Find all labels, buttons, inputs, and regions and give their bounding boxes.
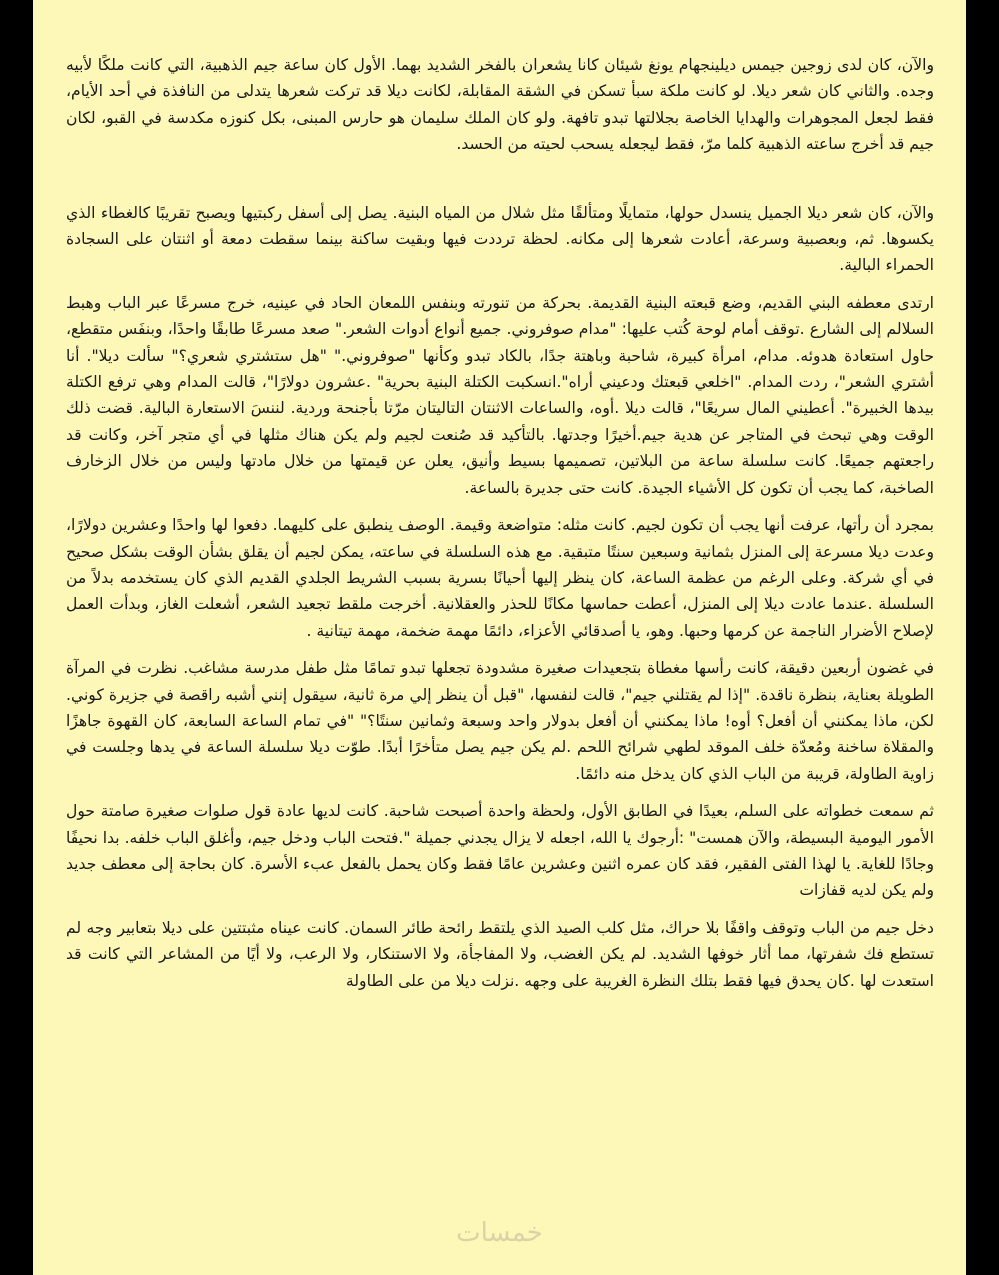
story-text: [66, 52, 934, 1005]
watermark-logo: خمسات: [456, 1218, 543, 1248]
paragraph-2: والآن، كان شعر ديلا الجميل ينسدل حولها، متمايلًا ومتألقًا مثل شلال من المياه البنية. يصل إلى أسفل ركبتيها ويصبح تقريبًا كالغطاء الذي يكسوها. ثم، وبعصبية وسرعة، أعادت شعرها إلى مكانه. لحظة ترددت فيها وبقيت ساكنة بينما سقطت دمعة أو اثنتان على السجادة الحمراء البالية.: [66, 203, 934, 275]
document-page: [33, 0, 966, 1275]
paragraph-4: بمجرد أن رأتها، عرفت أنها يجب أن تكون لجيم. كانت مثله: متواضعة وقيمة. الوصف ينطبق على كليهما. دفعوا لها واحدًا وعشرين دولارًا، وعدت ديلا مسرعة إلى المنزل بثمانية وسبعين سنتًا متبقية. مع هذه السلسلة في ساعته، يمكن لجيم أن يقلق بشأن الوقت بشكل صحيح في أي شركة. وعلى الرغم من عظمة الساعة، كان ينظر إليها أحيانًا بسرية بسبب الشريط الجلدي القديم الذي كان يستخدمه بدلاً من السلسلة .عندما عادت ديلا إلى المنزل، أعطت حماسها مكانًا للحذر والعقلانية. أخرجت ملقط تجعيد الشعر، أشعلت الغاز، وبدأت العمل لإصلاح الأضرار الناجمة عن كرمها وحبها. وهو، يا أصدقائي الأعزاء، دائمًا مهمة ضخمة، مهمة تيتانية .: [66, 516, 934, 640]
paragraph-3: ارتدى معطفه البني القديم، وضع قبعته البنية القديمة. بحركة من تنورته وبنفس اللمعان الحاد في عينيه، خرج مسرعًا عبر الباب وهبط السلالم إلى الشارع .توقف أمام لوحة كُتب عليها: "مدام صوفروني. جميع أنواع أدوات الشعر." صعد مسرعًا طابقًا واحدًا، وبنفَس متقطع، حاول استعادة هدوئه. مدام، امرأة كبيرة، شاحبة وباهتة جدًا، بالكاد تبدو وكأنها "صوفروني." "هل ستشتري شعري؟" سألت ديلا". أنا أشتري الشعر"، ردت المدام. "اخلعي قبعتك ودعيني أراه".انسكبت الكتلة البنية بحرية" .عشرون دولارًا"، قالت المدام وهي ترفع الكتلة بيدها الخبيرة". أعطيني المال سريعًا"، قالت ديلا .أوه، والساعات الاثنتان التاليتان مرّتا بأجنحة وردية. لننسَ الاستعارة البالية. قضت ذلك الوقت وهي تبحث في المتاجر عن هدية جيم.أخيرًا وجدتها. بالتأكيد قد صُنعت لجيم ولم يكن هناك مثلها في أي متجر آخر، وكانت قد راجعتهم جميعًا. كانت سلسلة ساعة من البلاتين، تصميمها بسيط وأنيق، يعلن عن قيمتها من خلال مادتها وليس من خلال الزخارف الصاخبة، كما يجب أن تكون كل الأشياء الجيدة. كانت حتى جديرة بالساعة.: [66, 293, 934, 497]
paragraph-6: ثم سمعت خطواته على السلم، بعيدًا في الطابق الأول، ولحظة واحدة أصبحت شاحبة. كانت لديها عادة قول صلوات صغيرة صامتة حول الأمور اليومية البسيطة، والآن همست" :أرجوك يا الله، اجعله لا يزال يجدني جميلة ".فتحت الباب ودخل جيم، وأغلق الباب خلفه. بدا نحيفًا وجادًا للغاية. يا لهذا الفتى الفقير، فقد كان عمره اثنين وعشرين عامًا فقط وكان يحمل بالفعل عبء الأسرة. كان بحاجة إلى معطف جديد ولم يكن لديه قفازات: [66, 802, 934, 900]
paragraph-1: والآن، كان لدى زوجين جيمس ديلينجهام يونغ شيئان كانا يشعران بالفخر الشديد بهما. الأول كان ساعة جيم الذهبية، التي كانت ملكًا لأبيه وجده. والثاني كان شعر ديلا. لو كانت ملكة سبأ تسكن في الشقة المقابلة، لكانت ديلا قد تركت شعرها يتدلى من النافذة في أحد الأيام، فقط لجعل المجوهرات والهدايا الخاصة بجلالتها تبدو تافهة. ولو كان الملك سليمان هو حارس المبنى، بكل كنوزه مكدسة في القبو، لكان جيم قد أخرج ساعته الذهبية كلما مرّ، فقط ليجعله يسحب لحيته من الحسد.: [66, 56, 934, 154]
paragraph-7: دخل جيم من الباب وتوقف واقفًا بلا حراك، مثل كلب الصيد الذي يلتقط رائحة طائر السمان. كانت عيناه مثبتتين على ديلا بتعابير وجه لم تستطع فك شفرتها، مما أثار خوفها الشديد. لم يكن الغضب، ولا المفاجأة، ولا الاستنكار، ولا الرعب، ولا أيًا من المشاعر التي كانت قد استعدت لها .كان يحدق فيها فقط بتلك النظرة الغريبة على وجهه .نزلت ديلا من على الطاولة: [66, 918, 934, 990]
paragraph-5: في غضون أربعين دقيقة، كانت رأسها مغطاة بتجعيدات صغيرة مشدودة تجعلها تبدو تمامًا مثل طفل مدرسة مشاغب. نظرت في المرآة الطويلة بعناية، بنظرة ناقدة. "إذا لم يقتلني جيم"، قالت لنفسها، "قبل أن ينظر إلي مرة ثانية، سيقول إنني أشبه راقصة في جزيرة كوني. لكن، ماذا يمكنني أن أفعل؟ أوه! ماذا يمكنني أن أفعل بدولار واحد وسبعة وثمانين سنتًا؟" "في تمام الساعة السابعة، كان القهوة جاهزًا والمقلاة ساخنة ومُعدّة خلف الموقد لطهي شرائح اللحم .لم يكن جيم يصل متأخرًا أبدًا. طوّت ديلا سلسلة الساعة في يدها وجلست في زاوية الطاولة، قريبة من الباب الذي كان يدخل منه دائمًا.: [66, 659, 934, 783]
